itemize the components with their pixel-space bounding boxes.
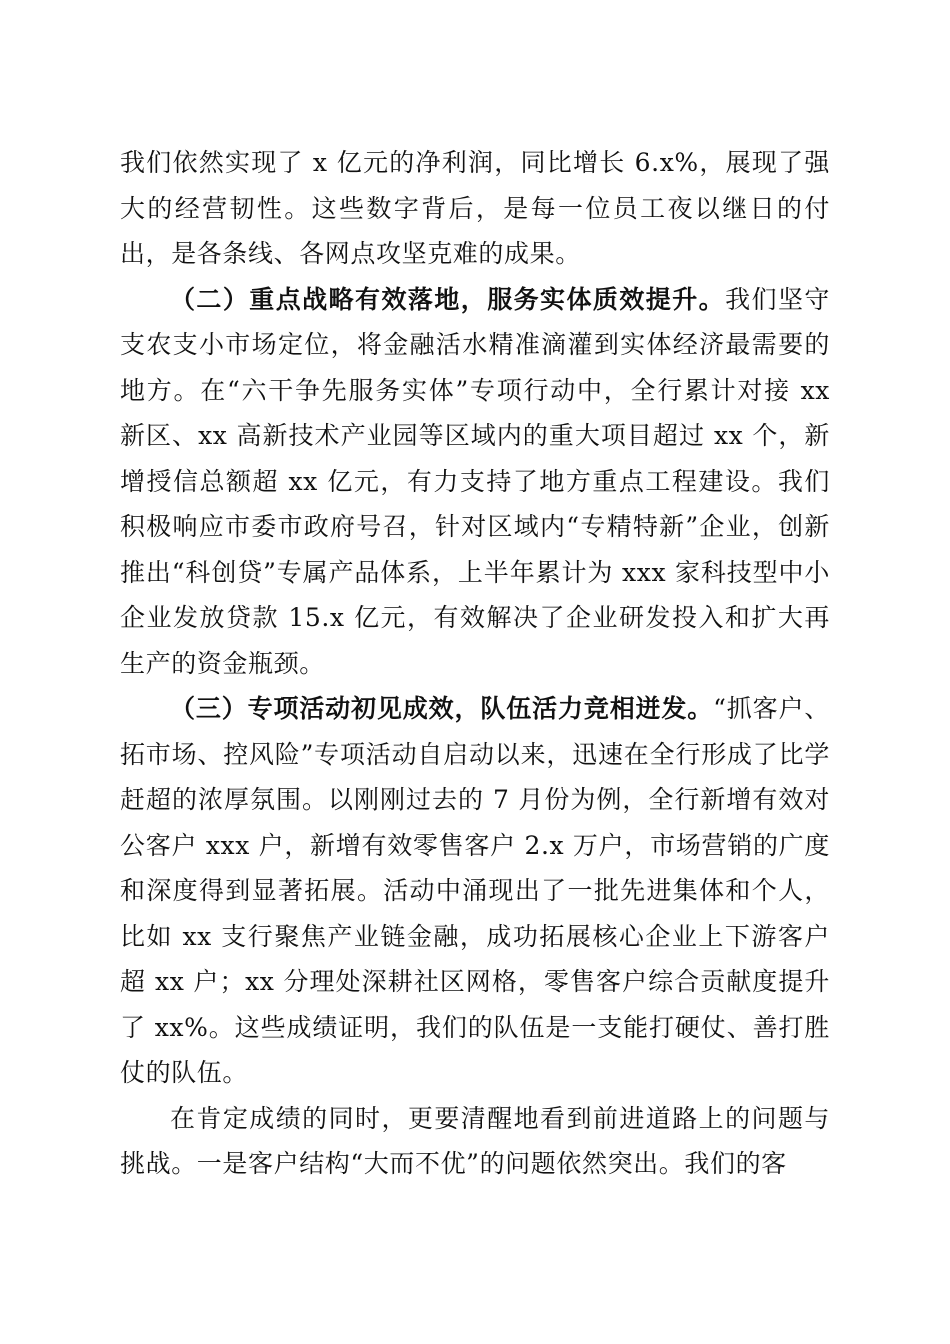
paragraph-3-heading: （三）专项活动初见成效，队伍活力竞相迸发。	[170, 694, 714, 723]
paragraph-3-body: “抓客户、拓市场、控风险”专项活动自启动以来，迅速在全行形成了比学赶超的浓厚氛围。以刚刚过去的 7 月份为例，全行新增有效对公客户 xxx 户，新增有效零售客户 2.x 万户，市场营销的广度和深度得到显著拓展。活动中涌现出了一批先进集体和个人，比如 xx 支行聚焦产业链金融，成功拓展核心企业上下游客户超 xx 户；xx 分理处深耕社区网格，零售客户综合贡献度提升了 xx%。这些成绩证明，我们的队伍是一支能打硬仗、善打胜仗的队伍。	[120, 694, 830, 1087]
paragraph-2	[120, 277, 839, 687]
paragraph-4-body: 在肯定成绩的同时，更要清醒地看到前进道路上的问题与挑战。一是客户结构“大而不优”的问题依然突出。我们的客	[120, 1103, 830, 1178]
paragraph-2-body: 我们坚守支农支小市场定位，将金融活水精准滴灌到实体经济最需要的地方。在“六干争先服务实体”专项行动中，全行累计对接 xx 新区、xx 高新技术产业园等区域内的重大项目超过 xx 个，新增授信总额超 xx 亿元，有力支持了地方重点工程建设。我们积极响应市委市政府号召，针对区域内“专精特新”企业，创新推出“科创贷”专属产品体系，上半年累计为 xxx 家科技型中小企业发放贷款 15.x 亿元，有效解决了企业研发投入和扩大再生产的资金瓶颈。	[120, 284, 839, 678]
paragraph-3	[120, 686, 830, 1096]
document-body	[120, 140, 839, 1187]
paragraph-2-heading: （二）重点战略有效落地，服务实体质效提升。	[170, 284, 726, 314]
paragraph-1	[120, 140, 830, 277]
paragraph-1-body: 我们依然实现了 x 亿元的净利润，同比增长 6.x%，展现了强大的经营韧性。这些数字背后，是每一位员工夜以继日的付出，是各条线、各网点攻坚克难的成果。	[120, 148, 830, 268]
paragraph-4	[120, 1096, 830, 1187]
